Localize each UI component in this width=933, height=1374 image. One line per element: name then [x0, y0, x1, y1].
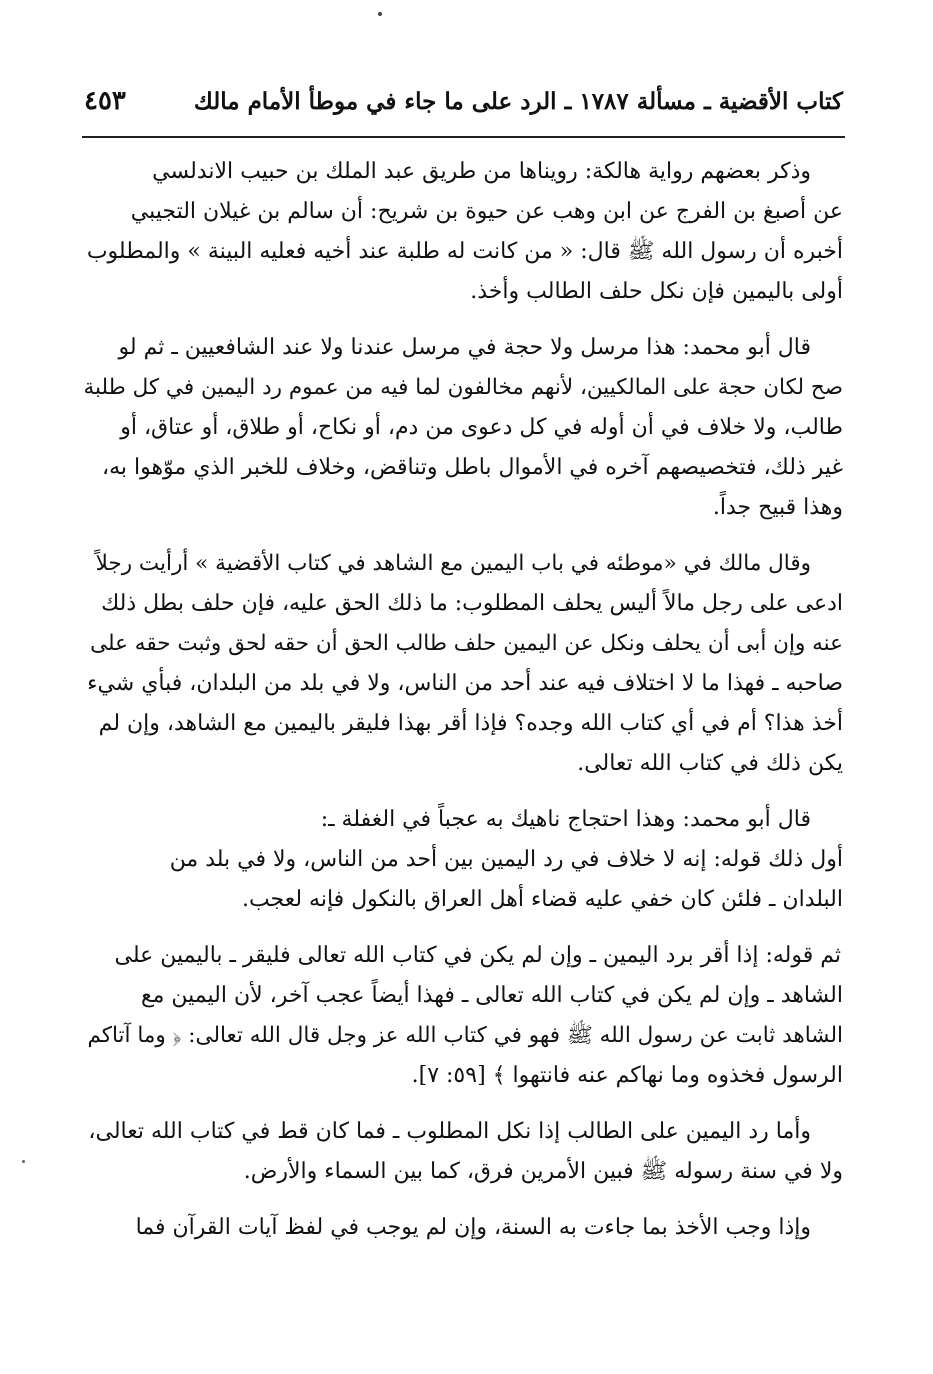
header-rule: [82, 136, 845, 138]
paragraph: [82, 800, 843, 920]
body-text: [82, 152, 843, 1264]
text-line: الشاهد ـ وإن لم يكن في كتاب الله تعالى ـ فهذا أيضاً عجب آخر، لأن اليمين مع: [140, 983, 843, 1008]
text-line: غير ذلك، فتخصيصهم آخره في الأموال باطل وتناقض، وخلاف للخبر الذي موّهوا به،: [101, 455, 843, 480]
text-line: صح لكان حجة على المالكيين، لأنهم مخالفون لما فيه من عموم رد اليمين في كل طلبة: [83, 375, 843, 400]
text-line: ثم قوله: إذا أقر برد اليمين ـ وإن لم يكن في كتاب الله تعالى فليقر ـ باليمين على: [114, 943, 841, 968]
text-line: وأما رد اليمين على الطالب إذا نكل المطلوب ـ فما كان قط في كتاب الله تعالى،: [88, 1119, 811, 1144]
text-line: عن أصبغ بن الفرج عن ابن وهب عن حيوة بن شريح: أن سالم بن غيلان التجيبي: [130, 199, 843, 224]
paragraph: [82, 152, 843, 312]
text-line: أخبره أن رسول الله ﷺ قال: « من كانت له طلبة عند أخيه فعليه البينة » والمطلوب: [86, 239, 843, 264]
text-line: الرسول فخذوه وما نهاكم عنه فانتهوا ﴾ [٥٩: ٧].: [411, 1063, 843, 1088]
text-line: ادعى على رجل مالاً أليس يحلف المطلوب: ما ذلك الحق عليه، فإن حلف بطل ذلك: [101, 591, 843, 616]
paragraph: [82, 1112, 843, 1192]
paragraph: [82, 1208, 843, 1248]
text-line: طالب، ولا خلاف في أن أوله في كل دعوى من دم، أو نكاح، أو طلاق، أو عتاق، أو: [120, 415, 843, 440]
page-number: ٤٥٣: [84, 86, 126, 116]
text-line: وإذا وجب الأخذ بما جاءت به السنة، وإن لم يوجب في لفظ آيات القرآن فما: [135, 1215, 811, 1240]
text-line: قال أبو محمد: هذا مرسل ولا حجة في مرسل عندنا ولا عند الشافعيين ـ ثم لو: [118, 335, 811, 360]
text-line: البلدان ـ فلئن كان خفي عليه قضاء أهل العراق بالنكول فإنه لعجب.: [241, 887, 843, 912]
text-line: أولى باليمين فإن نكل حلف الطالب وأخذ.: [470, 279, 843, 304]
text-line: عنه وإن أبى أن يحلف ونكل عن اليمين حلف طالب الحق أن حقه لحق وثبت حقه على: [90, 631, 843, 656]
text-line: وقال مالك في «موطئه في باب اليمين مع الشاهد في كتاب الأقضية » أرأيت رجلاً: [95, 551, 811, 576]
scan-speck: [378, 12, 382, 16]
paragraph: [82, 936, 843, 1096]
text-line: يكن ذلك في كتاب الله تعالى.: [577, 751, 843, 776]
text-line: ولا في سنة رسوله ﷺ فبين الأمرين فرق، كما بين السماء والأرض.: [243, 1159, 843, 1184]
text-line: وذكر بعضهم رواية هالكة: رويناها من طريق عبد الملك بن حبيب الاندلسي: [152, 159, 811, 184]
text-line: وهذا قبيح جداً.: [712, 495, 843, 520]
text-line: صاحبه ـ فهذا ما لا اختلاف فيه عند أحد من الناس، ولا في بلد من البلدان، فبأي شيء: [87, 671, 843, 696]
scan-speck: [22, 1160, 25, 1163]
paragraph: [82, 544, 843, 784]
running-title: كتاب الأقضية ـ مسألة ١٧٨٧ ـ الرد على ما جاء في موطأ الأمام مالك: [193, 88, 843, 115]
text-line: قال أبو محمد: وهذا احتجاج ناهيك به عجباً في الغفلة ـ:: [320, 807, 811, 832]
text-line: الشاهد ثابت عن رسول الله ﷺ فهو في كتاب الله عز وجل قال الله تعالى: ﴿ وما آتاكم: [87, 1023, 843, 1048]
running-header: [84, 82, 843, 130]
text-line: أخذ هذا؟ أم في أي كتاب الله وجده؟ فإذا أقر بهذا فليقر باليمين مع الشاهد، وإن لم: [98, 711, 843, 736]
paragraph: [82, 328, 843, 528]
text-line: أول ذلك قوله: إنه لا خلاف في رد اليمين بين أحد من الناس، ولا في بلد من: [169, 847, 843, 872]
